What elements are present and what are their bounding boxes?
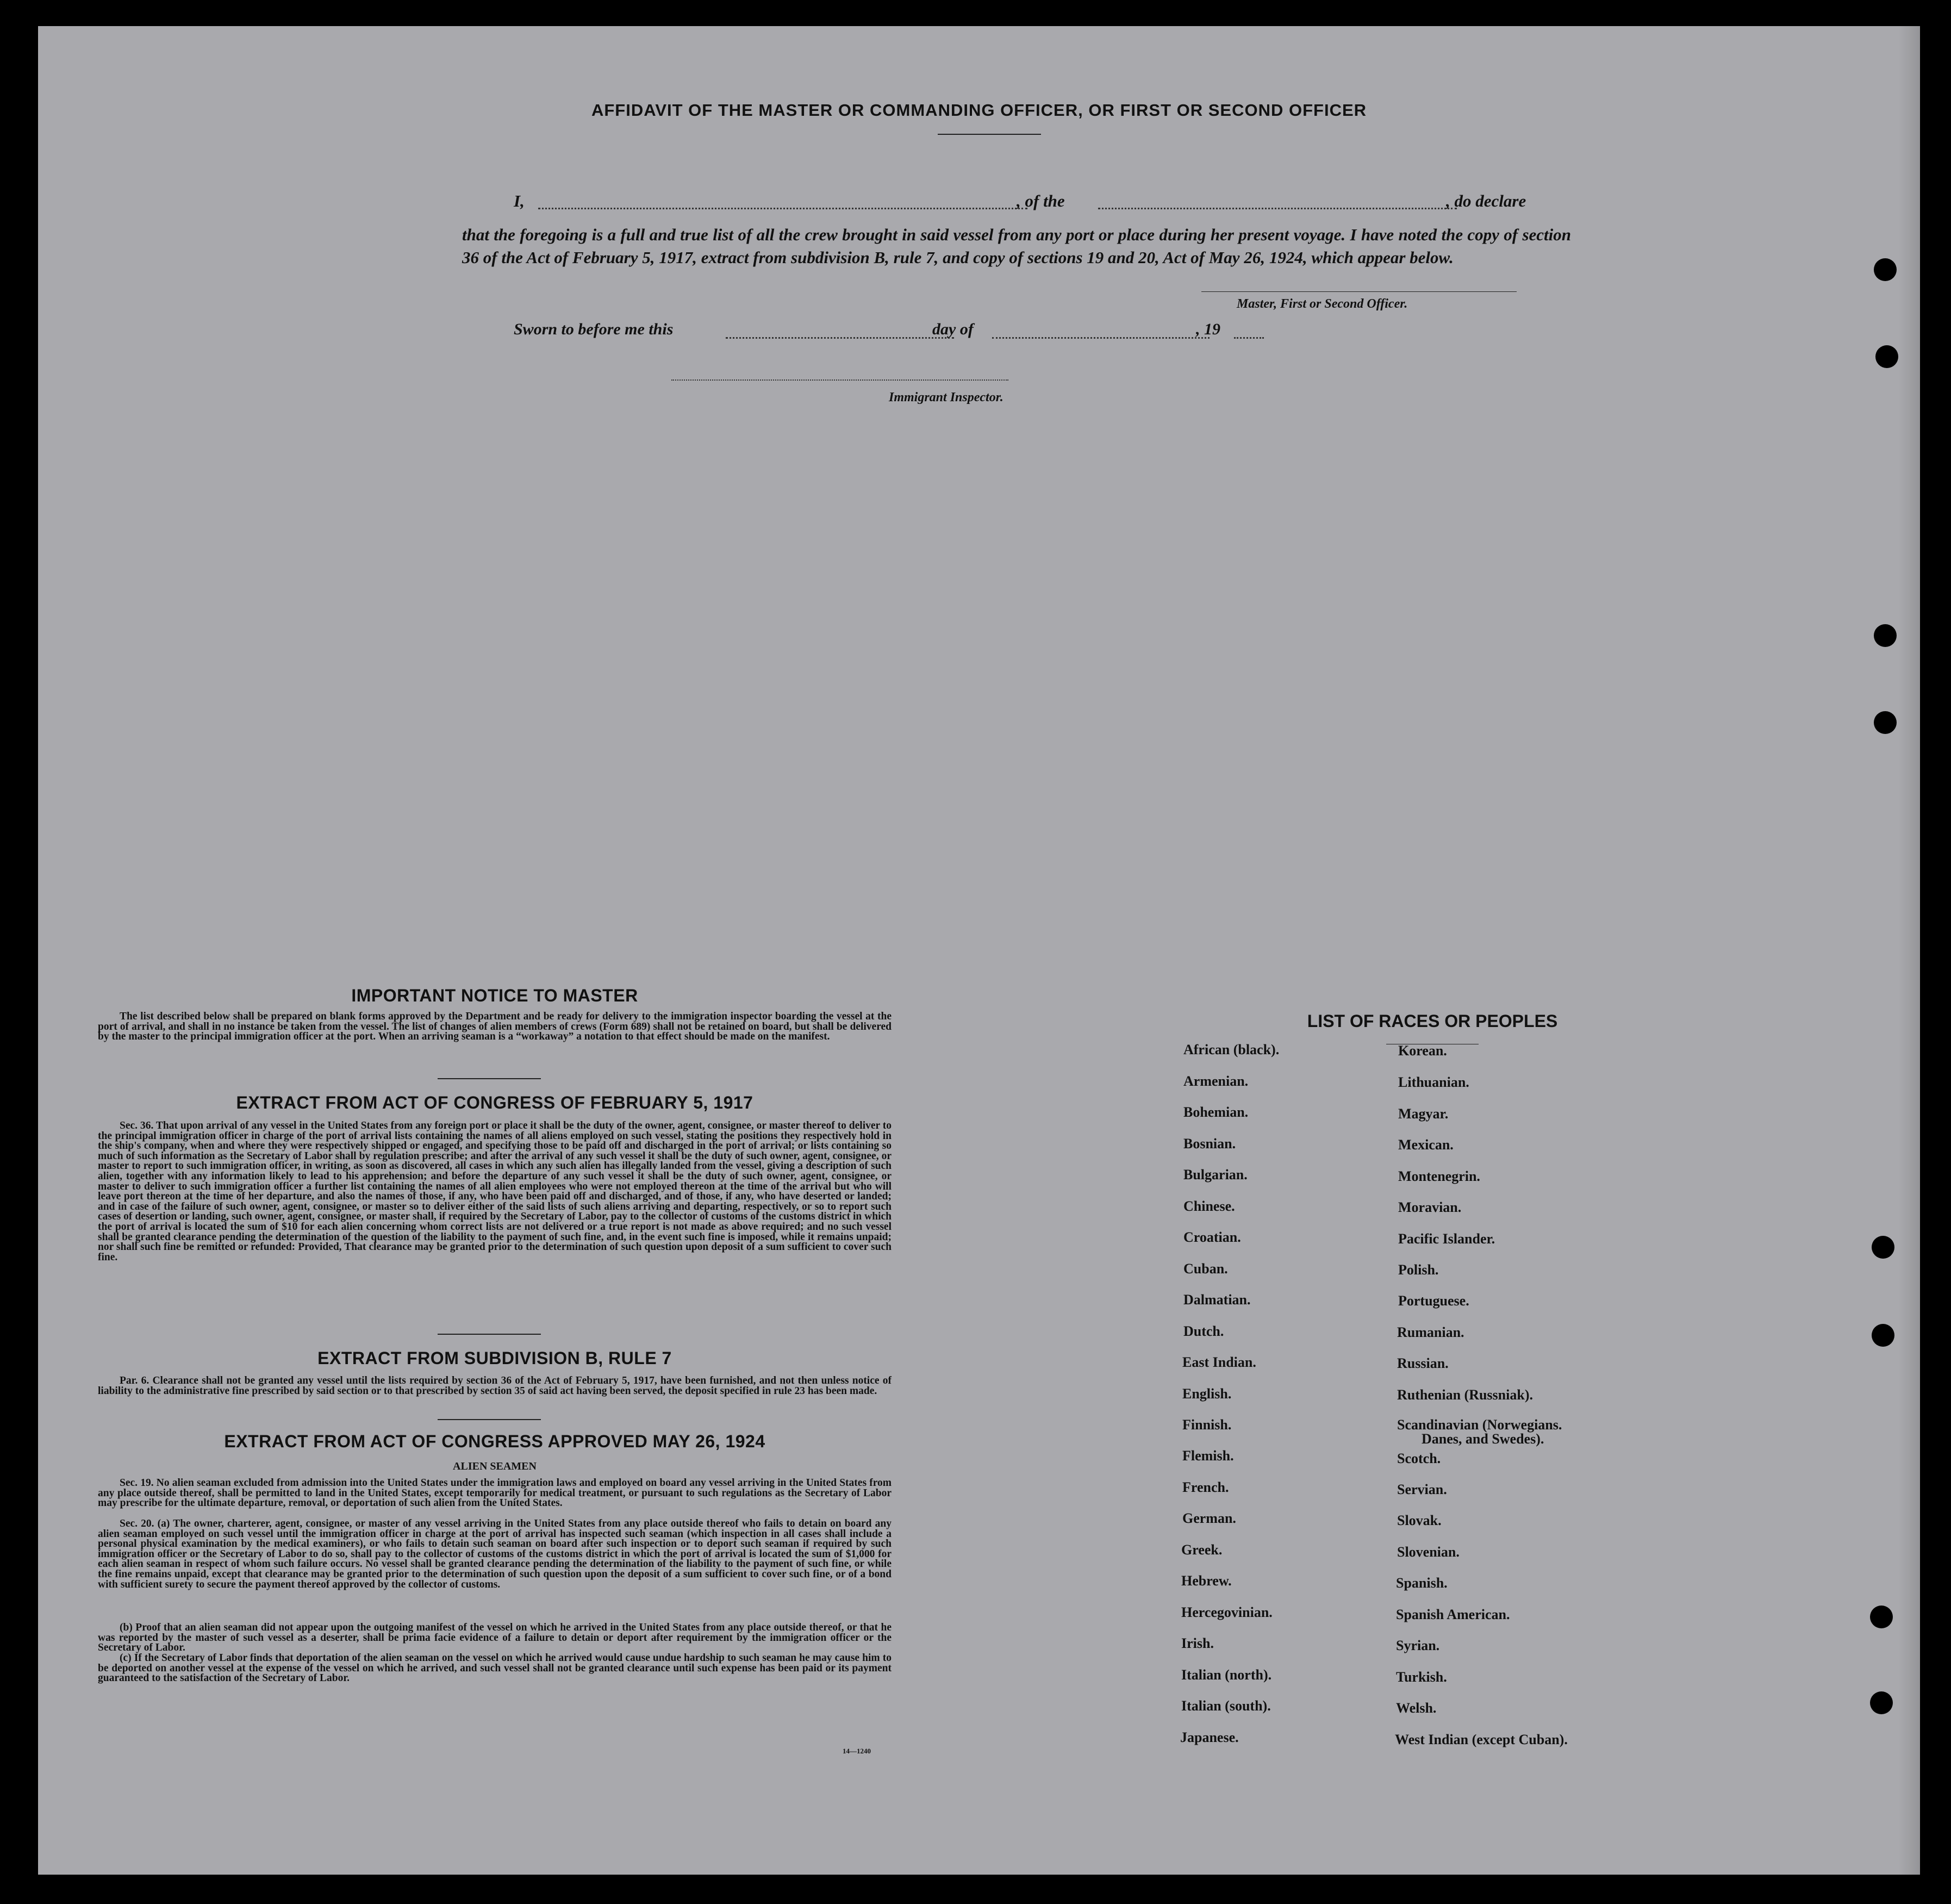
race-item: Scotch. [1397,1451,1441,1466]
race-item: Flemish. [1182,1448,1234,1464]
sworn-label: Sworn to before me this [514,320,674,338]
race-item: Croatian. [1183,1229,1241,1245]
race-item: Portuguese. [1398,1293,1469,1309]
race-item: Rumanian. [1397,1324,1464,1340]
race-item: African (black). [1183,1042,1280,1057]
page-edge-shadow [1898,26,1920,1875]
master-signature-label: Master, First or Second Officer. [1237,297,1408,311]
punch-hole [1874,258,1897,281]
race-item: West Indian (except Cuban). [1395,1732,1568,1747]
race-item: Italian (north). [1181,1667,1272,1683]
race-item: Scandinavian (Norwegians. [1397,1417,1562,1433]
race-item: Lithuanian. [1398,1074,1469,1090]
sec-20a-text: Sec. 20. (a) The owner, charterer, agent, consignee, or master of any vessel arriving in the United States from any place outside thereof who fails to detain on board any alien seaman employed on such vessel until the immigration officer in charge at the port of arrival has inspected such seaman (which inspection in all cases shall include a personal physical examination by the medical examiners), or who fails to detain such seaman on board after such inspection or to deport such seaman if required by such immigration officer or the Secretary of Labor to do so, shall pay to the collector of customs of the customs district in which the port of arrival is located the sum of $1,000 for each alien seaman in respect of whom such failure occurs. No vessel shall be granted clearance pending the determination of the liability to the payment of such fine, or while the fine remains unpaid, except that clearance may be granted prior to the determination of such question upon the deposit of a sum sufficient to cover such fine, or of a bond with sufficient surety to secure the payment thereof approved by the collector of customs. [98,1518,892,1590]
punch-hole [1870,1691,1893,1714]
race-item: Servian. [1397,1482,1447,1497]
race-item: Chinese. [1183,1198,1235,1214]
races-title: LIST OF RACES OR PEOPLES [1307,1011,1558,1031]
race-item: Magyar. [1398,1106,1449,1122]
day-of-label: day of [932,320,974,338]
race-item: Syrian. [1396,1638,1440,1653]
race-item: French. [1182,1479,1229,1495]
race-item: Moravian. [1398,1199,1462,1215]
punch-hole [1870,1606,1893,1628]
race-item: Greek. [1181,1542,1223,1558]
divider [438,1334,541,1335]
punch-hole [1872,1236,1894,1259]
race-item: Welsh. [1396,1700,1437,1716]
race-item: Spanish. [1396,1575,1448,1591]
punch-hole [1874,711,1897,734]
race-item: Dutch. [1183,1323,1224,1339]
inspector-signature-line[interactable] [671,379,1008,381]
year-label: , 19 [1196,320,1220,338]
sworn-day-blank[interactable] [726,337,954,339]
sworn-year-blank[interactable] [1234,337,1264,339]
rule-7-title: EXTRACT FROM SUBDIVISION B, RULE 7 [317,1348,672,1368]
race-item: Korean. [1398,1043,1447,1059]
race-item: Slovenian. [1397,1544,1460,1560]
form-number: 14—1240 [843,1747,871,1755]
extract-1917-title: EXTRACT FROM ACT OF CONGRESS OF FEBRUARY 5, 1917 [236,1093,753,1112]
race-item: Mexican. [1398,1137,1454,1153]
race-item: Hebrew. [1181,1573,1232,1589]
race-item: Pacific Islander. [1398,1231,1495,1247]
sec-20c-text: (c) If the Secretary of Labor finds that deportation of the alien seaman on the vessel on which he arrived would cause undue hardship to such seaman he may cause him to be deported on another vessel at the expense of the vessel on which he arrived, and such vessel shall not be granted clearance until such expense has been paid or its payment guaranteed to the satisfaction of the Secretary of Labor. [98,1652,892,1684]
race-item: Hercegovinian. [1181,1604,1273,1620]
inspector-signature-label: Immigrant Inspector. [889,390,1003,405]
master-signature-line[interactable] [1201,291,1517,292]
sec-19-text: Sec. 19. No alien seaman excluded from admission into the United States under the immigration laws and employed on board any vessel arriving in the United States from any place outside thereof, shall be permitted to land in the United States, except temporarily for medical treatment, or pursuant to such regulations as the Secretary of Labor may prescribe for the ultimate departure, removal, or deportation of such alien from the United States. [98,1477,892,1509]
race-item: Montenegrin. [1398,1168,1480,1184]
do-declare-label: , do declare [1446,191,1526,210]
vessel-blank[interactable] [1098,208,1457,209]
race-item: Bulgarian. [1183,1167,1248,1183]
notice-title: IMPORTANT NOTICE TO MASTER [351,986,638,1005]
punch-hole [1872,1324,1894,1347]
rule-7-text: Par. 6. Clearance shall not be granted any vessel until the lists required by section 36 of the Act of February 5, 1917, have been furnished, and not then unless notice of liability to the administrative fine prescribed by said section or to that prescribed by section 35 of said act having been served, the deposit specified in rule 23 has been made. [98,1375,892,1397]
race-item: Italian (south). [1181,1698,1271,1714]
extract-1924-title: EXTRACT FROM ACT OF CONGRESS APPROVED MAY 26, 1924 [224,1432,765,1451]
i-label: I, [514,191,525,210]
sworn-month-blank[interactable] [992,337,1210,339]
form-page [38,26,1920,1875]
race-item-continuation: Danes, and Swedes). [1422,1431,1544,1447]
race-item: Finnish. [1182,1417,1232,1433]
race-item: Dalmatian. [1183,1292,1251,1308]
alien-seamen-subtitle: ALIEN SEAMEN [453,1460,537,1472]
race-item: Slovak. [1397,1513,1442,1528]
of-the-label: , of the [1017,191,1065,210]
declaration-text: that the foregoing is a full and true list of all the crew brought in said vessel from any port or place during her present voyage. I have noted the copy of section 36 of the Act of February 5, 1917, extract from subdivision B, rule 7, and copy of sections 19 and 20, Act of May 26, 1924, which appear below. [462,225,1571,267]
race-item: Bohemian. [1183,1104,1249,1120]
extract-1917-text: Sec. 36. That upon arrival of any vessel in the United States from any foreign port or place it shall be the duty of the owner, agent, consignee, or master thereof to deliver to the principal immigration officer in charge of the port of arrival lists containing the names of all aliens employed on such vessel, stating the positions they respectively hold in the ship's company, when and where they were respectively shipped or engaged, and specifying those to be paid off and discharged in the port of arrival; or lists containing so much of such information as the Secretary of Labor shall by regulation prescribe; and after the arrival of any such vessel it shall be the duty of such owner, agent, consignee, or master to report to such immigration officer, in writing, as soon as discovered, all cases in which any such alien has illegally landed from the vessel, giving a description of such alien, together with any information likely to lead to his apprehension; and before the departure of any such vessel it shall be the duty of such owner, agent, consignee, or master to deliver to such immigration officer a further list containing the names of all alien employees who were not employed thereon at the time of the arrival but who will leave port thereon at the time of her departure, and also the names of those, if any, who have been paid off and discharged, and of those, if any, who have deserted or landed; and in case of the failure of such owner, agent, consignee, or master so to deliver either of the said lists of such aliens arriving and departing, respectively, or so to report such cases of desertion or landing, such owner, agent, consignee, or master shall, if required by the Secretary of Labor, pay to the collector of customs of the customs district in which the port of arrival is located the sum of $10 for each alien concerning whom correct lists are not delivered or a true report is not made as above required; and no such vessel shall be granted clearance pending the determination of the question of the liability to the payment of such fine, and, in the event such fine is imposed, while it remains unpaid; nor shall such fine be remitted or refunded: Provided, That clearance may be granted prior to the determination of such question upon deposit of a sum sufficient to cover such fine. [98,1120,892,1263]
race-item: Turkish. [1396,1669,1447,1685]
notice-text: The list described below shall be prepared on blank forms approved by the Department and be ready for delivery to the immigration inspector boarding the vessel at the port of arrival, and shall in no instance be taken from the vessel. The list of changes of alien members of crews (Form 689) shall not be retained on board, but shall be delivered by the master to the principal immigration officer at the port. When an arriving seaman is a “workaway” a notation to that effect should be made on the manifest. [98,1011,892,1043]
race-item: Irish. [1181,1635,1214,1651]
name-blank[interactable] [538,208,1027,209]
race-item: Russian. [1397,1355,1449,1371]
punch-hole [1875,345,1898,368]
divider [438,1078,541,1079]
punch-hole [1874,624,1897,647]
race-item: Armenian. [1183,1073,1249,1089]
race-item: Bosnian. [1183,1136,1236,1152]
title-underline [938,134,1041,135]
race-item: Ruthenian (Russniak). [1397,1387,1533,1403]
race-item: Japanese. [1180,1729,1239,1745]
sec-20b-text: (b) Proof that an alien seaman did not appear upon the outgoing manifest of the vessel on which he arrived in the United States from any place outside thereof, or that he was reported by the master of such vessel as a deserter, shall be prima facie evidence of a failure to detain or deport after requirement by the immigration officer or the Secretary of Labor. [98,1622,892,1654]
race-item: Cuban. [1183,1261,1228,1277]
race-item: German. [1182,1510,1236,1526]
race-item: Polish. [1398,1262,1439,1278]
affidavit-title: AFFIDAVIT OF THE MASTER OR COMMANDING OFFICER, OR FIRST OR SECOND OFFICER [591,101,1367,120]
race-item: East Indian. [1182,1354,1256,1370]
race-item: English. [1182,1386,1232,1402]
divider [438,1419,541,1420]
race-item: Spanish American. [1396,1607,1510,1622]
